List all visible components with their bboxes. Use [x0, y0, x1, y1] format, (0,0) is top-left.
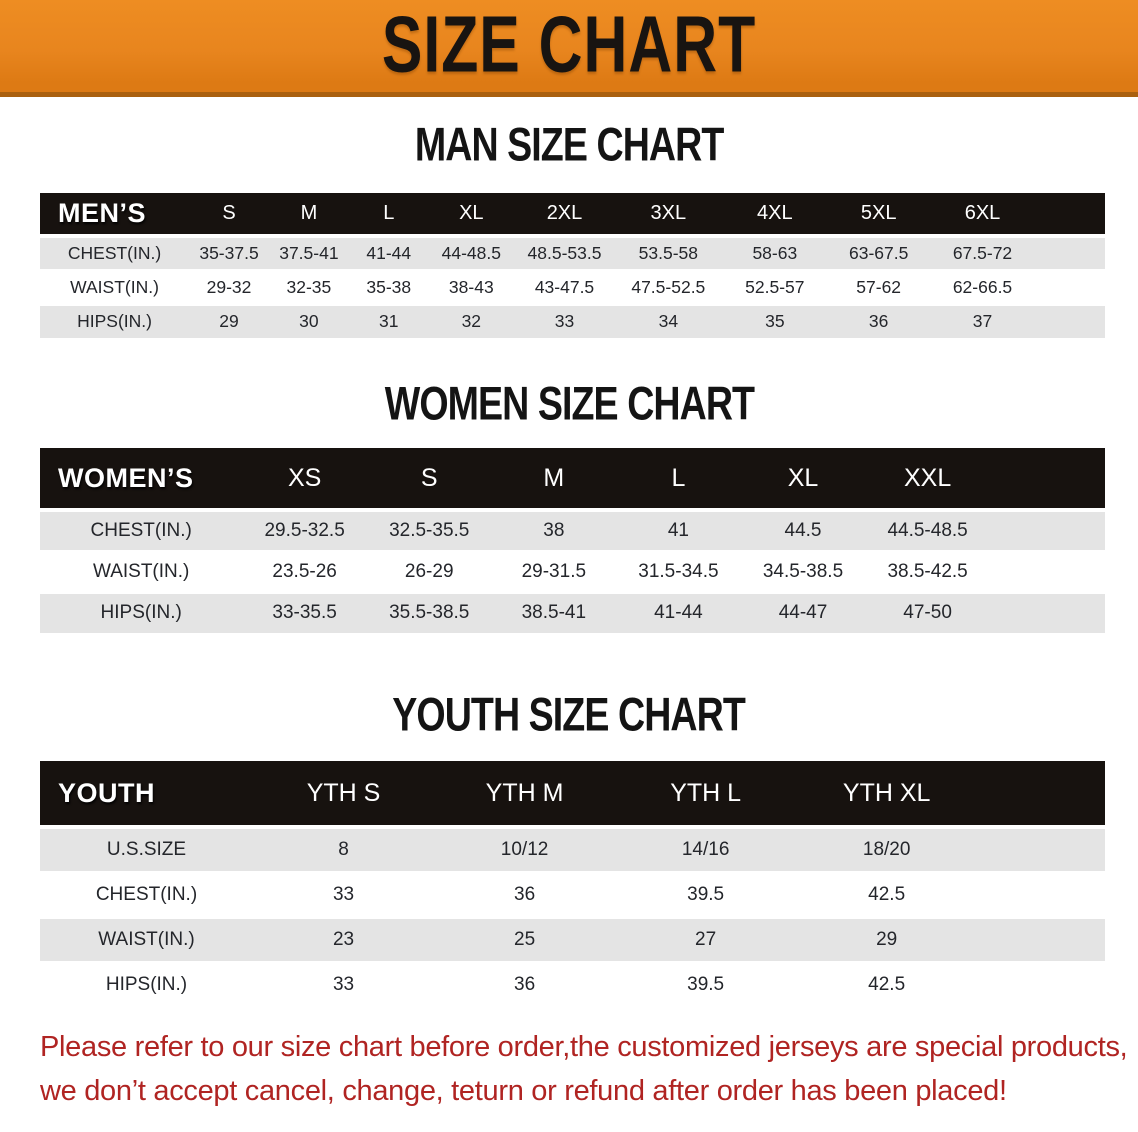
size-value-cell: 35.5-38.5	[367, 592, 492, 633]
size-value-cell: 38	[492, 510, 617, 551]
table-group-label: WOMEN’S	[40, 448, 242, 510]
size-value-cell: 33	[514, 304, 615, 338]
size-column-header: M	[269, 193, 349, 236]
header-spacer	[1036, 193, 1105, 236]
size-value-cell: 36	[434, 962, 615, 1007]
size-value-cell: 41-44	[616, 592, 741, 633]
header-spacer	[990, 448, 1105, 510]
size-column-header: 4XL	[722, 193, 829, 236]
size-column-header: L	[349, 193, 429, 236]
measurement-row	[40, 917, 1105, 962]
size-value-cell: 30	[269, 304, 349, 338]
measure-row-label: WAIST(IN.)	[40, 270, 189, 304]
womens-size-table	[40, 448, 1105, 633]
measurement-row	[40, 510, 1105, 551]
size-value-cell: 32	[429, 304, 514, 338]
row-spacer	[977, 962, 1105, 1007]
measure-row-label: HIPS(IN.)	[40, 304, 189, 338]
size-value-cell: 32-35	[269, 270, 349, 304]
size-value-cell: 38-43	[429, 270, 514, 304]
size-column-header: YTH L	[615, 761, 796, 827]
measure-row-label: WAIST(IN.)	[40, 917, 253, 962]
size-column-header: XXL	[865, 448, 990, 510]
measure-row-label: WAIST(IN.)	[40, 551, 242, 592]
size-value-cell: 38.5-42.5	[865, 551, 990, 592]
table-group-label: MEN’S	[40, 193, 189, 236]
size-value-cell: 52.5-57	[722, 270, 829, 304]
size-value-cell: 8	[253, 827, 434, 872]
size-value-cell: 32.5-35.5	[367, 510, 492, 551]
size-value-cell: 44-48.5	[429, 236, 514, 270]
size-column-header: YTH S	[253, 761, 434, 827]
size-value-cell: 44.5-48.5	[865, 510, 990, 551]
measure-row-label: CHEST(IN.)	[40, 872, 253, 917]
size-value-cell: 27	[615, 917, 796, 962]
size-column-header: 3XL	[615, 193, 722, 236]
measurement-row	[40, 962, 1105, 1007]
size-value-cell: 29	[796, 917, 977, 962]
size-value-cell: 10/12	[434, 827, 615, 872]
man-section-heading: MAN SIZE CHART	[414, 119, 724, 171]
women-section-heading: WOMEN SIZE CHART	[384, 378, 754, 430]
size-column-header: S	[367, 448, 492, 510]
size-value-cell: 53.5-58	[615, 236, 722, 270]
measure-row-label: HIPS(IN.)	[40, 592, 242, 633]
size-value-cell: 44.5	[741, 510, 866, 551]
disclaimer-line-2: we don’t accept cancel, change, teturn or refund after order has been placed!	[40, 1075, 1007, 1107]
size-value-cell: 25	[434, 917, 615, 962]
size-value-cell: 33	[253, 872, 434, 917]
size-value-cell: 42.5	[796, 962, 977, 1007]
measure-row-label: U.S.SIZE	[40, 827, 253, 872]
row-spacer	[990, 510, 1105, 551]
measure-row-label: CHEST(IN.)	[40, 236, 189, 270]
row-spacer	[1036, 270, 1105, 304]
measurement-row	[40, 872, 1105, 917]
size-value-cell: 57-62	[828, 270, 929, 304]
row-spacer	[1036, 304, 1105, 338]
size-value-cell: 37.5-41	[269, 236, 349, 270]
size-value-cell: 44-47	[741, 592, 866, 633]
size-value-cell: 67.5-72	[929, 236, 1036, 270]
size-value-cell: 36	[828, 304, 929, 338]
size-column-header: XL	[429, 193, 514, 236]
mens-size-table	[40, 193, 1105, 338]
size-value-cell: 35	[722, 304, 829, 338]
size-value-cell: 29-31.5	[492, 551, 617, 592]
size-value-cell: 29-32	[189, 270, 269, 304]
size-column-header: YTH M	[434, 761, 615, 827]
measurement-row	[40, 304, 1105, 338]
size-column-header: M	[492, 448, 617, 510]
row-spacer	[977, 827, 1105, 872]
size-value-cell: 29.5-32.5	[242, 510, 367, 551]
row-spacer	[990, 551, 1105, 592]
size-value-cell: 33	[253, 962, 434, 1007]
size-value-cell: 39.5	[615, 962, 796, 1007]
size-value-cell: 35-37.5	[189, 236, 269, 270]
youth-section-heading: YOUTH SIZE CHART	[392, 689, 746, 741]
size-value-cell: 48.5-53.5	[514, 236, 615, 270]
size-value-cell: 47.5-52.5	[615, 270, 722, 304]
measurement-row	[40, 827, 1105, 872]
size-column-header: XL	[741, 448, 866, 510]
measure-row-label: CHEST(IN.)	[40, 510, 242, 551]
size-value-cell: 23	[253, 917, 434, 962]
size-column-header: YTH XL	[796, 761, 977, 827]
size-value-cell: 63-67.5	[828, 236, 929, 270]
size-value-cell: 34	[615, 304, 722, 338]
size-value-cell: 62-66.5	[929, 270, 1036, 304]
size-value-cell: 37	[929, 304, 1036, 338]
size-value-cell: 42.5	[796, 872, 977, 917]
size-value-cell: 31	[349, 304, 429, 338]
measurement-row	[40, 270, 1105, 304]
banner	[0, 0, 1138, 97]
size-value-cell: 29	[189, 304, 269, 338]
size-value-cell: 38.5-41	[492, 592, 617, 633]
page-title: SIZE CHART	[381, 1, 757, 90]
size-column-header: 6XL	[929, 193, 1036, 236]
size-value-cell: 47-50	[865, 592, 990, 633]
size-column-header: 2XL	[514, 193, 615, 236]
size-value-cell: 41-44	[349, 236, 429, 270]
size-value-cell: 36	[434, 872, 615, 917]
size-value-cell: 31.5-34.5	[616, 551, 741, 592]
size-column-header: 5XL	[828, 193, 929, 236]
size-column-header: S	[189, 193, 269, 236]
size-column-header: L	[616, 448, 741, 510]
size-value-cell: 23.5-26	[242, 551, 367, 592]
size-value-cell: 34.5-38.5	[741, 551, 866, 592]
size-value-cell: 41	[616, 510, 741, 551]
youth-size-table	[40, 761, 1105, 1007]
disclaimer-note	[40, 1025, 1128, 1113]
row-spacer	[977, 917, 1105, 962]
size-value-cell: 14/16	[615, 827, 796, 872]
table-group-label: YOUTH	[40, 761, 253, 827]
header-spacer	[977, 761, 1105, 827]
measurement-row	[40, 236, 1105, 270]
size-column-header: XS	[242, 448, 367, 510]
measure-row-label: HIPS(IN.)	[40, 962, 253, 1007]
row-spacer	[1036, 236, 1105, 270]
size-value-cell: 33-35.5	[242, 592, 367, 633]
size-value-cell: 58-63	[722, 236, 829, 270]
size-value-cell: 26-29	[367, 551, 492, 592]
size-value-cell: 18/20	[796, 827, 977, 872]
row-spacer	[990, 592, 1105, 633]
row-spacer	[977, 872, 1105, 917]
size-value-cell: 35-38	[349, 270, 429, 304]
size-value-cell: 39.5	[615, 872, 796, 917]
measurement-row	[40, 592, 1105, 633]
measurement-row	[40, 551, 1105, 592]
size-value-cell: 43-47.5	[514, 270, 615, 304]
disclaimer-line-1: Please refer to our size chart before order,the customized jerseys are special products,	[40, 1031, 1128, 1063]
